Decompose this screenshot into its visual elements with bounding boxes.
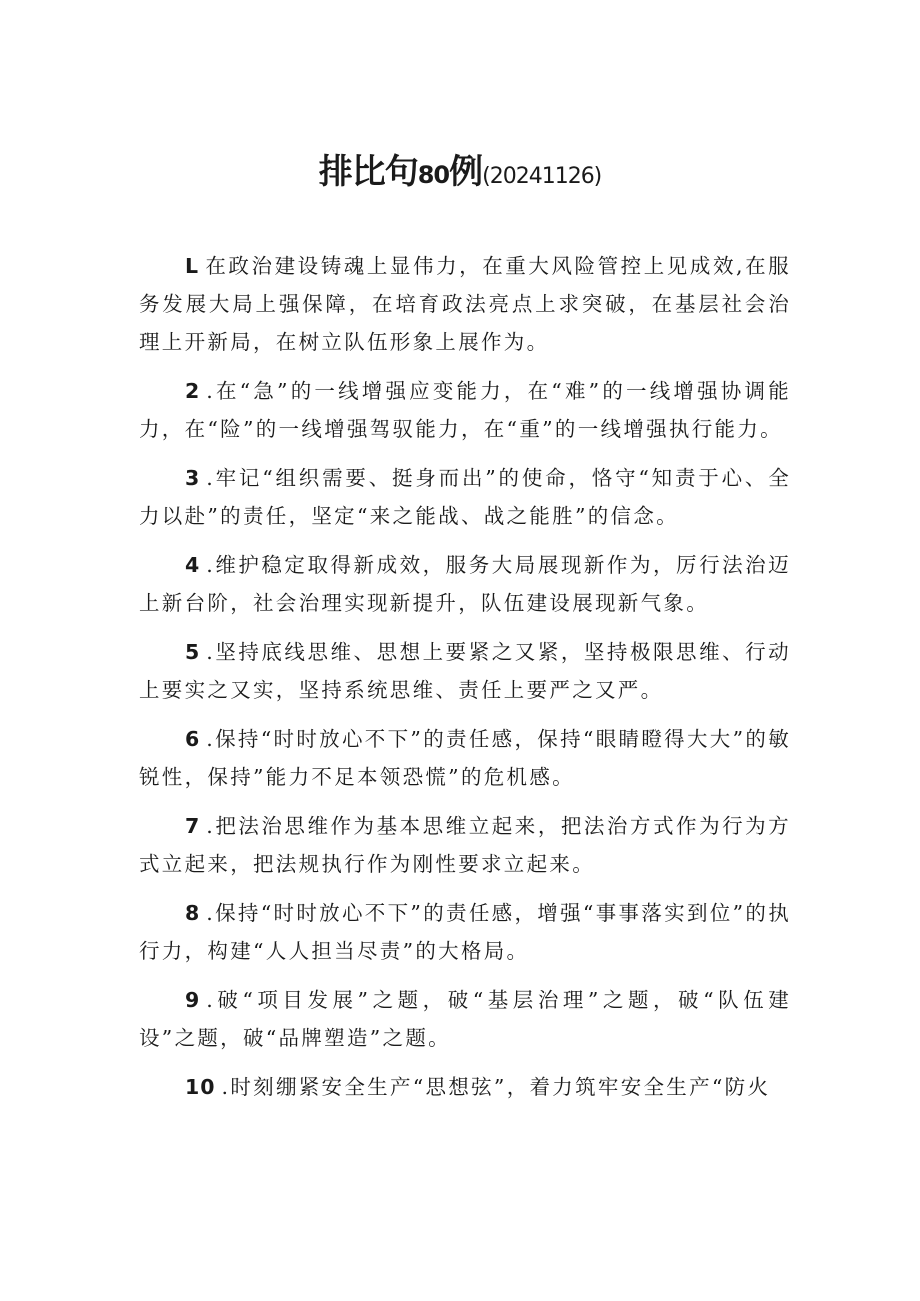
paragraph-number: 4 bbox=[185, 553, 201, 577]
title-number: 80 bbox=[417, 161, 450, 189]
title-suffix: 例 bbox=[449, 152, 483, 192]
paragraph-6 bbox=[139, 720, 791, 796]
paragraph-text: .保持“时时放心不下”的责任感，保持“眼睛瞪得大大”的敏锐性，保持”能力不足本领恐慌”的危机感。 bbox=[139, 727, 791, 789]
paragraph-text: .维护稳定取得新成效，服务大局展现新作为，厉行法治迈上新台阶，社会治理实现新提升，队伍建设展现新气象。 bbox=[139, 553, 791, 615]
page-title bbox=[0, 150, 920, 199]
paragraph-text: .在“急”的一线增强应变能力，在“难”的一线增强协调能力，在“险”的一线增强驾驭能力，在“重”的一线增强执行能力。 bbox=[139, 379, 791, 441]
paragraph-text: .破“项目发展”之题，破“基层治理”之题，破“队伍建设”之题，破“品牌塑造”之题。 bbox=[139, 988, 791, 1050]
paragraph-number: 5 bbox=[185, 640, 201, 664]
paragraph-number: 3 bbox=[185, 466, 201, 490]
paragraph-7 bbox=[139, 807, 791, 883]
paragraph-number: 8 bbox=[185, 901, 201, 925]
paragraph-number: L bbox=[185, 254, 200, 278]
paragraph-1 bbox=[139, 247, 791, 361]
paragraph-number: 9 bbox=[185, 988, 201, 1012]
paragraph-number: 6 bbox=[185, 727, 201, 751]
paragraph-text: .时刻绷紧安全生产“思想弦”，着力筑牢安全生产“防火 bbox=[221, 1075, 771, 1099]
paragraph-4 bbox=[139, 546, 791, 622]
paragraph-9 bbox=[139, 981, 791, 1057]
paragraph-text: .保持“时时放心不下”的责任感，增强“事事落实到位”的执行力，构建“人人担当尽责”的大格局。 bbox=[139, 901, 791, 963]
paragraph-5 bbox=[139, 633, 791, 709]
paragraph-number: 10 bbox=[185, 1075, 216, 1099]
paragraph-text: .把法治思维作为基本思维立起来，把法治方式作为行为方式立起来，把法规执行作为刚性要求立起来。 bbox=[139, 814, 791, 876]
title-date: (20241126) bbox=[482, 164, 602, 189]
paragraph-10 bbox=[139, 1068, 791, 1106]
paragraph-3 bbox=[139, 459, 791, 535]
paragraph-text: 在政治建设铸魂上显伟力，在重大风险管控上见成效,在服务发展大局上强保障，在培育政法亮点上求突破，在基层社会治理上开新局，在树立队伍形象上展作为。 bbox=[139, 254, 791, 354]
paragraph-number: 2 bbox=[185, 379, 201, 403]
paragraph-text: .坚持底线思维、思想上要紧之又紧，坚持极限思维、行动上要实之又实，坚持系统思维、责任上要严之又严。 bbox=[139, 640, 791, 702]
paragraph-text: .牢记“组织需要、挺身而出”的使命，恪守“知责于心、全力以赴”的责任，坚定“来之能战、战之能胜”的信念。 bbox=[139, 466, 791, 528]
paragraph-2 bbox=[139, 372, 791, 448]
title-main: 排比句 bbox=[318, 152, 418, 192]
document-body bbox=[139, 247, 791, 1117]
paragraph-8 bbox=[139, 894, 791, 970]
paragraph-number: 7 bbox=[185, 814, 201, 838]
